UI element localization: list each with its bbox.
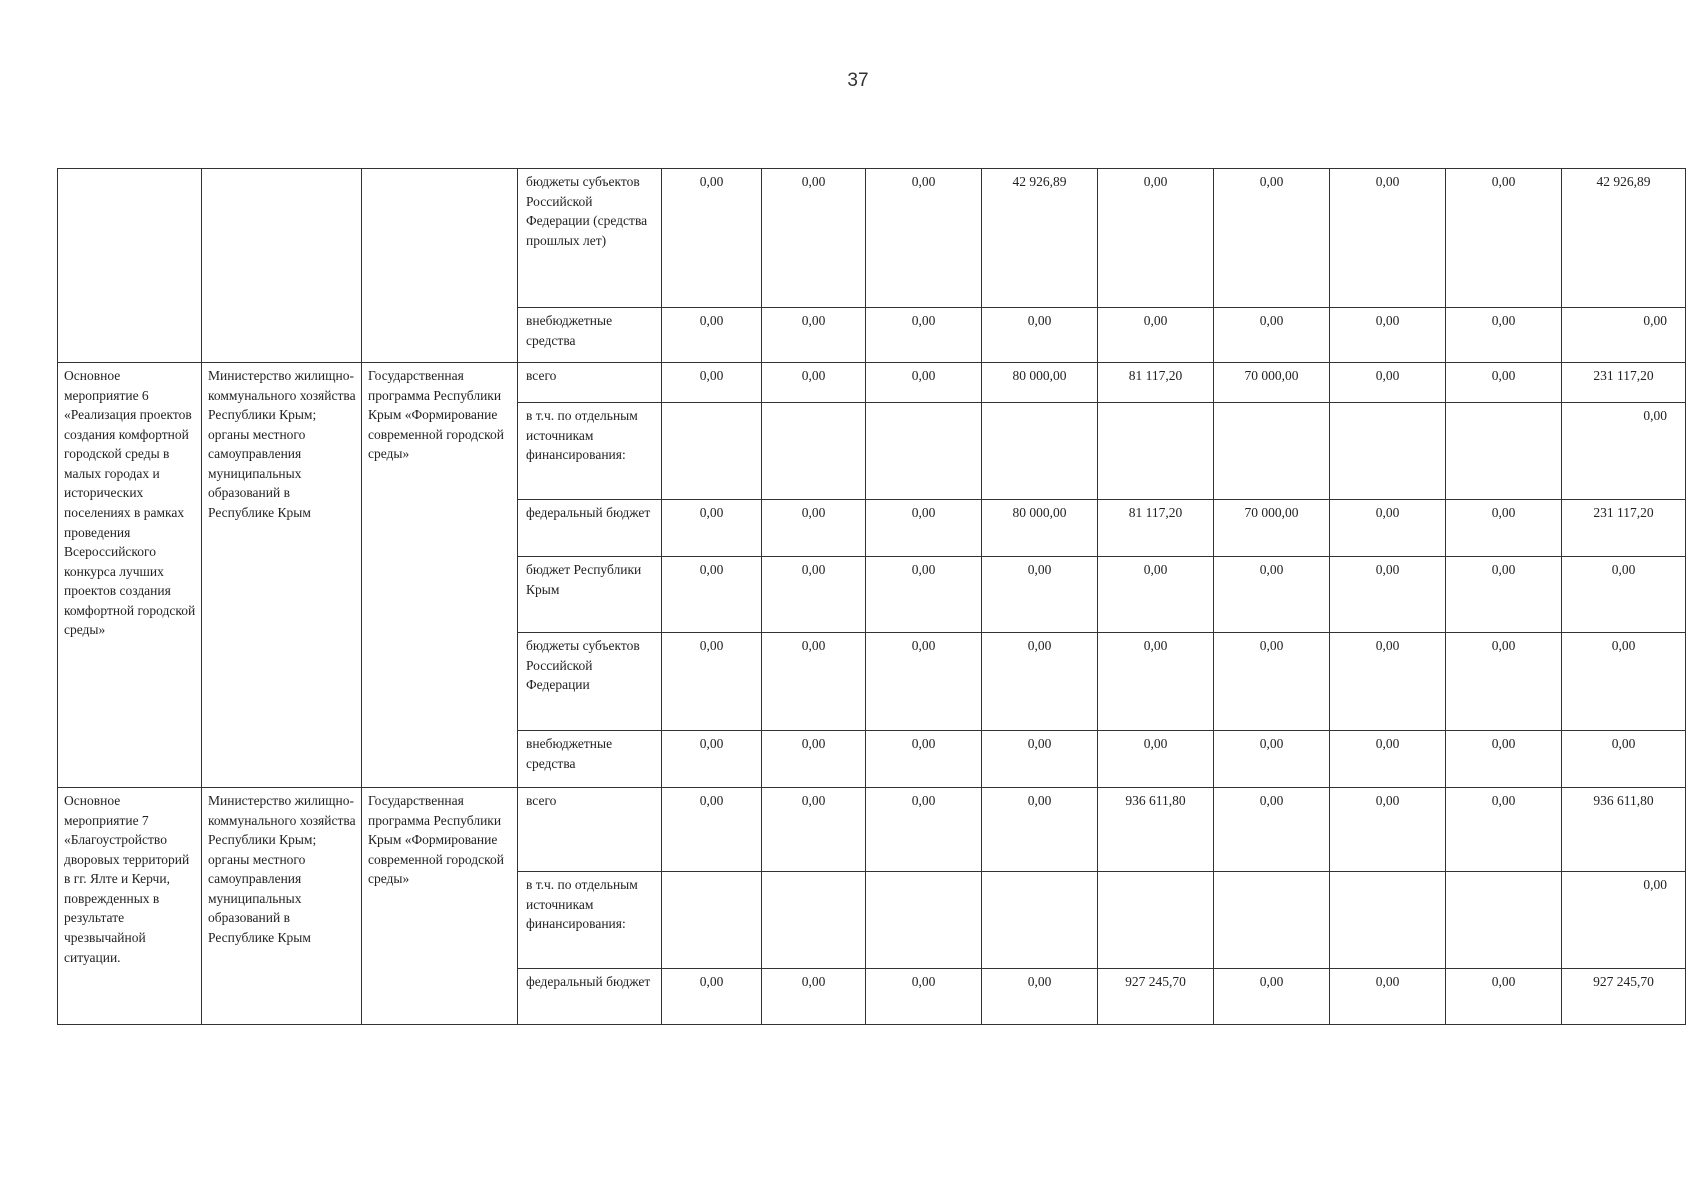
amount-cell: 0,00 — [1098, 633, 1214, 731]
amount-cell: 0,00 — [982, 788, 1098, 872]
amount-cell — [866, 403, 982, 500]
amount-cell: 0,00 — [1214, 788, 1330, 872]
amount-cell: 0,00 — [762, 557, 866, 633]
amount-cell: 0,00 — [1330, 363, 1446, 403]
amount-cell: 0,00 — [866, 500, 982, 557]
amount-cell: 0,00 — [762, 308, 866, 363]
amount-cell — [982, 872, 1098, 969]
budget-table — [57, 168, 1686, 1025]
amount-cell: 0,00 — [1330, 557, 1446, 633]
amount-cell: 0,00 — [866, 363, 982, 403]
amount-cell: 0,00 — [982, 731, 1098, 788]
amount-cell: 0,00 — [1562, 731, 1686, 788]
funding-source-cell: федеральный бюджет — [518, 969, 662, 1025]
amount-cell: 0,00 — [662, 169, 762, 308]
amount-cell: 0,00 — [1562, 308, 1686, 363]
amount-cell: 0,00 — [1562, 403, 1686, 500]
amount-cell: 0,00 — [1446, 788, 1562, 872]
page-number: 37 — [847, 70, 869, 91]
program-cell — [362, 169, 518, 363]
program-cell: Государственная программа Республики Крым «Формирование современной городской среды» — [362, 788, 518, 1025]
executor-cell: Министерство жилищно-коммунального хозяйства Республики Крым; органы местного самоуправления муниципальных образований в Республике Крым — [202, 788, 362, 1025]
amount-cell: 0,00 — [1330, 169, 1446, 308]
funding-source-cell: бюджеты субъектов Российской Федерации (средства прошлых лет) — [518, 169, 662, 308]
amount-cell: 0,00 — [982, 308, 1098, 363]
amount-cell — [762, 872, 866, 969]
amount-cell — [1446, 403, 1562, 500]
amount-cell: 0,00 — [866, 788, 982, 872]
amount-cell — [1098, 403, 1214, 500]
amount-cell: 0,00 — [866, 308, 982, 363]
amount-cell: 0,00 — [1214, 731, 1330, 788]
amount-cell: 0,00 — [1446, 308, 1562, 363]
amount-cell: 231 117,20 — [1562, 500, 1686, 557]
amount-cell: 0,00 — [762, 363, 866, 403]
activity-name-cell — [58, 169, 202, 363]
amount-cell: 0,00 — [1098, 557, 1214, 633]
amount-cell — [762, 403, 866, 500]
table-row — [58, 169, 1686, 308]
amount-cell — [1446, 872, 1562, 969]
amount-cell: 0,00 — [1446, 500, 1562, 557]
amount-cell: 0,00 — [866, 633, 982, 731]
amount-cell: 0,00 — [1098, 169, 1214, 308]
amount-cell: 0,00 — [762, 633, 866, 731]
amount-cell: 0,00 — [1562, 557, 1686, 633]
amount-cell: 0,00 — [662, 969, 762, 1025]
amount-cell: 0,00 — [662, 363, 762, 403]
amount-cell: 0,00 — [1330, 500, 1446, 557]
amount-cell: 0,00 — [662, 731, 762, 788]
executor-cell: Министерство жилищно-коммунального хозяйства Республики Крым; органы местного самоуправления муниципальных образований в Республике Крым — [202, 363, 362, 788]
amount-cell — [1330, 403, 1446, 500]
funding-source-cell: всего — [518, 363, 662, 403]
amount-cell — [1214, 403, 1330, 500]
amount-cell: 0,00 — [982, 969, 1098, 1025]
amount-cell: 0,00 — [1214, 169, 1330, 308]
table-row — [58, 363, 1686, 403]
amount-cell: 0,00 — [866, 731, 982, 788]
amount-cell: 0,00 — [762, 788, 866, 872]
amount-cell: 0,00 — [1446, 169, 1562, 308]
funding-source-cell: федеральный бюджет — [518, 500, 662, 557]
amount-cell: 81 117,20 — [1098, 363, 1214, 403]
amount-cell: 0,00 — [866, 557, 982, 633]
amount-cell — [866, 872, 982, 969]
amount-cell: 0,00 — [1330, 308, 1446, 363]
amount-cell: 80 000,00 — [982, 363, 1098, 403]
amount-cell: 0,00 — [762, 731, 866, 788]
amount-cell: 0,00 — [1330, 731, 1446, 788]
funding-source-cell: в т.ч. по отдельным источникам финансирования: — [518, 403, 662, 500]
amount-cell: 0,00 — [662, 788, 762, 872]
amount-cell: 0,00 — [762, 169, 866, 308]
amount-cell: 0,00 — [1214, 308, 1330, 363]
program-cell: Государственная программа Республики Крым «Формирование современной городской среды» — [362, 363, 518, 788]
amount-cell: 936 611,80 — [1098, 788, 1214, 872]
executor-cell — [202, 169, 362, 363]
amount-cell — [1330, 872, 1446, 969]
amount-cell: 81 117,20 — [1098, 500, 1214, 557]
amount-cell: 0,00 — [1446, 557, 1562, 633]
amount-cell: 0,00 — [982, 633, 1098, 731]
amount-cell: 927 245,70 — [1562, 969, 1686, 1025]
amount-cell: 936 611,80 — [1562, 788, 1686, 872]
amount-cell: 70 000,00 — [1214, 500, 1330, 557]
amount-cell: 0,00 — [662, 633, 762, 731]
amount-cell — [662, 403, 762, 500]
amount-cell: 0,00 — [1098, 308, 1214, 363]
funding-source-cell: бюджеты субъектов Российской Федерации — [518, 633, 662, 731]
amount-cell — [1214, 872, 1330, 969]
funding-source-cell: в т.ч. по отдельным источникам финансирования: — [518, 872, 662, 969]
amount-cell: 231 117,20 — [1562, 363, 1686, 403]
amount-cell: 0,00 — [662, 557, 762, 633]
amount-cell: 80 000,00 — [982, 500, 1098, 557]
amount-cell: 0,00 — [1214, 633, 1330, 731]
amount-cell — [662, 872, 762, 969]
funding-source-cell: внебюджетные средства — [518, 731, 662, 788]
amount-cell: 0,00 — [1330, 633, 1446, 731]
table-row — [58, 788, 1686, 872]
amount-cell: 0,00 — [1446, 969, 1562, 1025]
amount-cell: 0,00 — [982, 557, 1098, 633]
amount-cell: 70 000,00 — [1214, 363, 1330, 403]
amount-cell: 0,00 — [1446, 363, 1562, 403]
funding-source-cell: бюджет Республики Крым — [518, 557, 662, 633]
amount-cell: 0,00 — [866, 969, 982, 1025]
amount-cell: 0,00 — [1214, 557, 1330, 633]
amount-cell: 0,00 — [1330, 788, 1446, 872]
amount-cell: 42 926,89 — [982, 169, 1098, 308]
funding-source-cell: внебюджетные средства — [518, 308, 662, 363]
amount-cell: 0,00 — [1562, 872, 1686, 969]
amount-cell: 0,00 — [762, 500, 866, 557]
amount-cell: 927 245,70 — [1098, 969, 1214, 1025]
amount-cell — [982, 403, 1098, 500]
amount-cell: 0,00 — [662, 500, 762, 557]
amount-cell: 0,00 — [1098, 731, 1214, 788]
amount-cell: 0,00 — [1446, 731, 1562, 788]
amount-cell: 0,00 — [1446, 633, 1562, 731]
amount-cell: 0,00 — [762, 969, 866, 1025]
budget-table-body — [58, 169, 1686, 1025]
activity-name-cell: Основное мероприятие 7 «Благоустройство дворовых территорий в гг. Ялте и Керчи, поврежденных в результате чрезвычайной ситуации. — [58, 788, 202, 1025]
amount-cell: 0,00 — [1330, 969, 1446, 1025]
amount-cell: 0,00 — [1214, 969, 1330, 1025]
amount-cell: 0,00 — [662, 308, 762, 363]
funding-source-cell: всего — [518, 788, 662, 872]
amount-cell: 42 926,89 — [1562, 169, 1686, 308]
amount-cell — [1098, 872, 1214, 969]
activity-name-cell: Основное мероприятие 6 «Реализация проектов создания комфортной городской среды в малых городах и исторических поселениях в рамках проведения Всероссийского конкурса лучших проектов создания комфортной городской среды» — [58, 363, 202, 788]
amount-cell: 0,00 — [1562, 633, 1686, 731]
amount-cell: 0,00 — [866, 169, 982, 308]
